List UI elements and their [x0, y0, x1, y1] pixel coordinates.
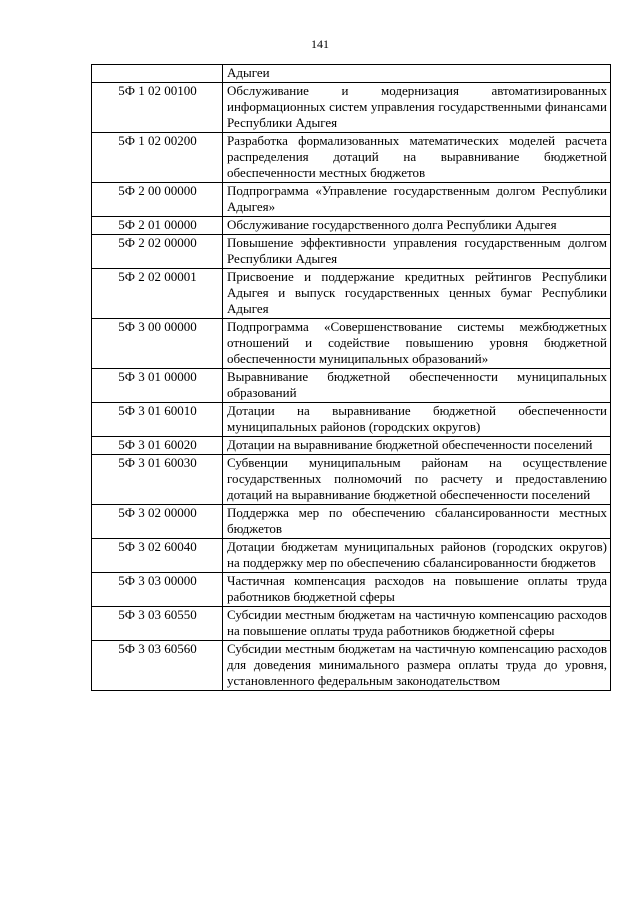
table-row — [92, 319, 611, 369]
expense-description: Дотации бюджетам муниципальных районов (городских округов) на поддержку мер по обеспечению сбалансированности бюджетов — [223, 539, 611, 573]
expense-description: Обслуживание государственного долга Республики Адыгея — [223, 217, 611, 235]
table-row — [92, 269, 611, 319]
expense-description: Субсидии местным бюджетам на частичную компенсацию расходов на повышение оплаты труда работников бюджетной сферы — [223, 607, 611, 641]
classification-code: 5Ф 2 00 00000 — [92, 183, 223, 217]
table-row — [92, 183, 611, 217]
table-row — [92, 607, 611, 641]
classification-code: 5Ф 3 02 60040 — [92, 539, 223, 573]
table-row — [92, 539, 611, 573]
classification-code: 5Ф 3 01 60010 — [92, 403, 223, 437]
classification-code: 5Ф 2 02 00000 — [92, 235, 223, 269]
expense-description: Субсидии местным бюджетам на частичную компенсацию расходов для доведения минимального размера оплаты труда до уровня, установленного федеральным законодательством — [223, 641, 611, 691]
expense-description: Повышение эффективности управления государственным долгом Республики Адыгея — [223, 235, 611, 269]
table-row — [92, 573, 611, 607]
expense-description: Дотации на выравнивание бюджетной обеспеченности поселений — [223, 437, 611, 455]
classification-code: 5Ф 3 00 00000 — [92, 319, 223, 369]
table-row — [92, 403, 611, 437]
classification-code: 5Ф 1 02 00100 — [92, 83, 223, 133]
expense-description: Частичная компенсация расходов на повышение оплаты труда работников бюджетной сферы — [223, 573, 611, 607]
expense-description: Субвенции муниципальным районам на осуществление государственных полномочий по расчету и предоставлению дотаций на выравнивание бюджетной обеспеченности поселений — [223, 455, 611, 505]
expense-description: Выравнивание бюджетной обеспеченности муниципальных образований — [223, 369, 611, 403]
expense-description: Подпрограмма «Управление государственным долгом Республики Адыгея» — [223, 183, 611, 217]
expense-description: Подпрограмма «Совершенствование системы межбюджетных отношений и содействие повышению уровня бюджетной обеспеченности муниципальных образований» — [223, 319, 611, 369]
classification-code: 5Ф 3 02 00000 — [92, 505, 223, 539]
classification-code: 5Ф 3 01 00000 — [92, 369, 223, 403]
expense-description: Разработка формализованных математических моделей расчета распределения дотаций на выравнивание бюджетной обеспеченности местных бюджетов — [223, 133, 611, 183]
classification-code: 5Ф 3 01 60030 — [92, 455, 223, 505]
classification-code: 5Ф 3 03 00000 — [92, 573, 223, 607]
table-row — [92, 65, 611, 83]
table-row — [92, 133, 611, 183]
expense-description: Поддержка мер по обеспечению сбалансированности местных бюджетов — [223, 505, 611, 539]
expense-description: Обслуживание и модернизация автоматизированных информационных систем управления государственными финансами Республики Адыгея — [223, 83, 611, 133]
classification-code: 5Ф 3 03 60560 — [92, 641, 223, 691]
table-row — [92, 83, 611, 133]
classification-code: 5Ф 2 02 00001 — [92, 269, 223, 319]
expense-description: Присвоение и поддержание кредитных рейтингов Республики Адыгея и выпуск государственных ценных бумаг Республики Адыгея — [223, 269, 611, 319]
expense-description: Дотации на выравнивание бюджетной обеспеченности муниципальных районов (городских округов) — [223, 403, 611, 437]
table-row — [92, 641, 611, 691]
classification-code — [92, 65, 223, 83]
table-row — [92, 505, 611, 539]
classification-code: 5Ф 2 01 00000 — [92, 217, 223, 235]
page-number: 141 — [311, 37, 329, 51]
budget-codes-table — [91, 64, 611, 691]
expense-description: Адыгеи — [223, 65, 611, 83]
table-row — [92, 437, 611, 455]
classification-code: 5Ф 3 03 60550 — [92, 607, 223, 641]
classification-code: 5Ф 3 01 60020 — [92, 437, 223, 455]
table-row — [92, 455, 611, 505]
table-row — [92, 217, 611, 235]
table-row — [92, 235, 611, 269]
table-row — [92, 369, 611, 403]
classification-code: 5Ф 1 02 00200 — [92, 133, 223, 183]
